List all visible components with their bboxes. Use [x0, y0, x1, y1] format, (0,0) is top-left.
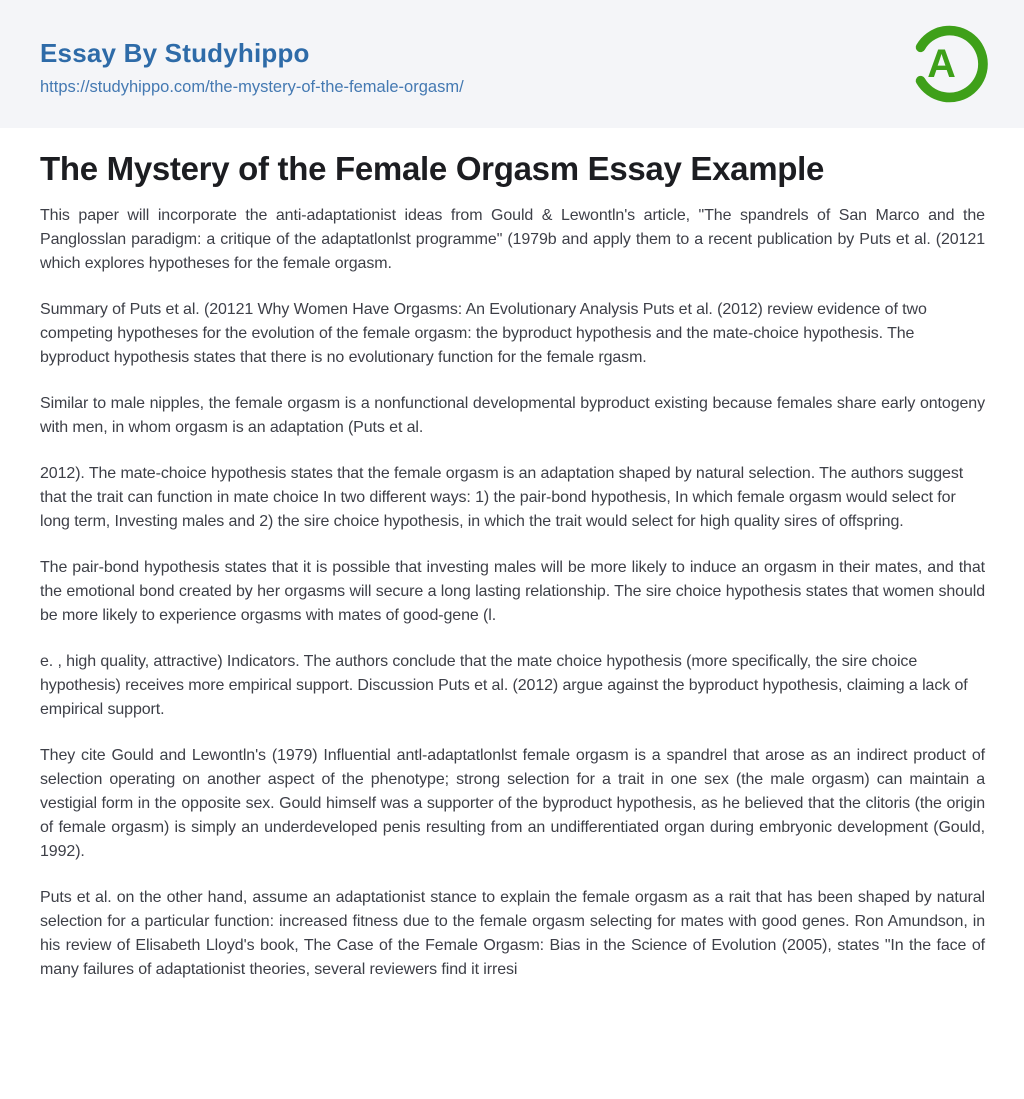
- page-title: The Mystery of the Female Orgasm Essay Example: [40, 150, 825, 187]
- article-paragraph: Summary of Puts et al. (20121 Why Women Have Orgasms: An Evolutionary Analysis Puts et al. (2012) review evidence of two competing hypotheses for the evolution of the female orgasm: the byproduct hypothesis and the mate-choice hypothesis. The byproduct hypothesis states that there is no evolutionary function for the female rgasm.: [40, 301, 927, 366]
- article-paragraph: 2012). The mate-choice hypothesis states that the female orgasm is an adaptation shaped by natural selection. The authors suggest that the trait can function in mate choice In two different ways: 1) the pair-bond hypothesis, In which female orgasm would select for long term, Investing males and 2) the sire choice hypothesis, in which the trait would select for high quality sires of offspring.: [40, 465, 964, 530]
- header-text-block: [40, 32, 464, 97]
- studyhippo-logo-icon: [902, 18, 990, 110]
- page-header: [0, 0, 1024, 128]
- article-paragraph: Puts et al. on the other hand, assume an adaptationist stance to explain the female orgasm as a rait that has been shaped by natural selection for a particular function: increased fitness due to the female orgasm selecting for mates with good genes. Ron Amundson, in his review of Elisabeth Lloyd's book, The Case of the Female Orgasm: Bias in the Science of Evolution (2005), states "In the face of many failures of adaptationist theories, several reviewers find it irresi: [40, 889, 985, 978]
- site-title: Essay By Studyhippo: [40, 37, 310, 68]
- article-paragraph: They cite Gould and Lewontln's (1979) Influential antl-adaptatlonlst female orgasm is a spandrel that arose as an indirect product of selection operating on another aspect of the phenotype; strong selection for a trait in one sex (the male orgasm) can maintain a vestigial form in the opposite sex. Gould himself was a supporter of the byproduct hypothesis, as he believed that the clitoris (the origin of female orgasm) is simply an underdeveloped penis resulting from an undifferentiated organ during embryonic development (Gould, 1992).: [40, 747, 985, 860]
- article-paragraph: The pair-bond hypothesis states that it is possible that investing males will be more likely to induce an orgasm in their mates, and that the emotional bond created by her orgasms will secure a long lasting relationship. The sire choice hypothesis states that women should be more likely to experience orgasms with mates of good-gene (l.: [40, 559, 985, 624]
- article: [0, 150, 1024, 982]
- article-paragraph: This paper will incorporate the anti-adaptationist ideas from Gould & Lewontln's article, "The spandrels of San Marco and the Panglosslan paradigm: a critique of the adaptatlonlst programme" (1979b and apply them to a recent publication by Puts et al. (20121 which explores hypotheses for the female orgasm.: [40, 207, 985, 272]
- article-paragraph: Similar to male nipples, the female orgasm is a nonfunctional developmental byproduct existing because females share early ontogeny with men, in whom orgasm is an adaptation (Puts et al.: [40, 395, 985, 436]
- page-url-link[interactable]: https://studyhippo.com/the-mystery-of-the-female-orgasm/: [40, 77, 464, 96]
- article-paragraph: e. , high quality, attractive) Indicators. The authors conclude that the mate choice hypothesis (more specifically, the sire choice hypothesis) receives more empirical support. Discussion Puts et al. (2012) argue against the byproduct hypothesis, claiming a lack of empirical support.: [40, 653, 968, 718]
- logo-letter: A: [927, 42, 956, 87]
